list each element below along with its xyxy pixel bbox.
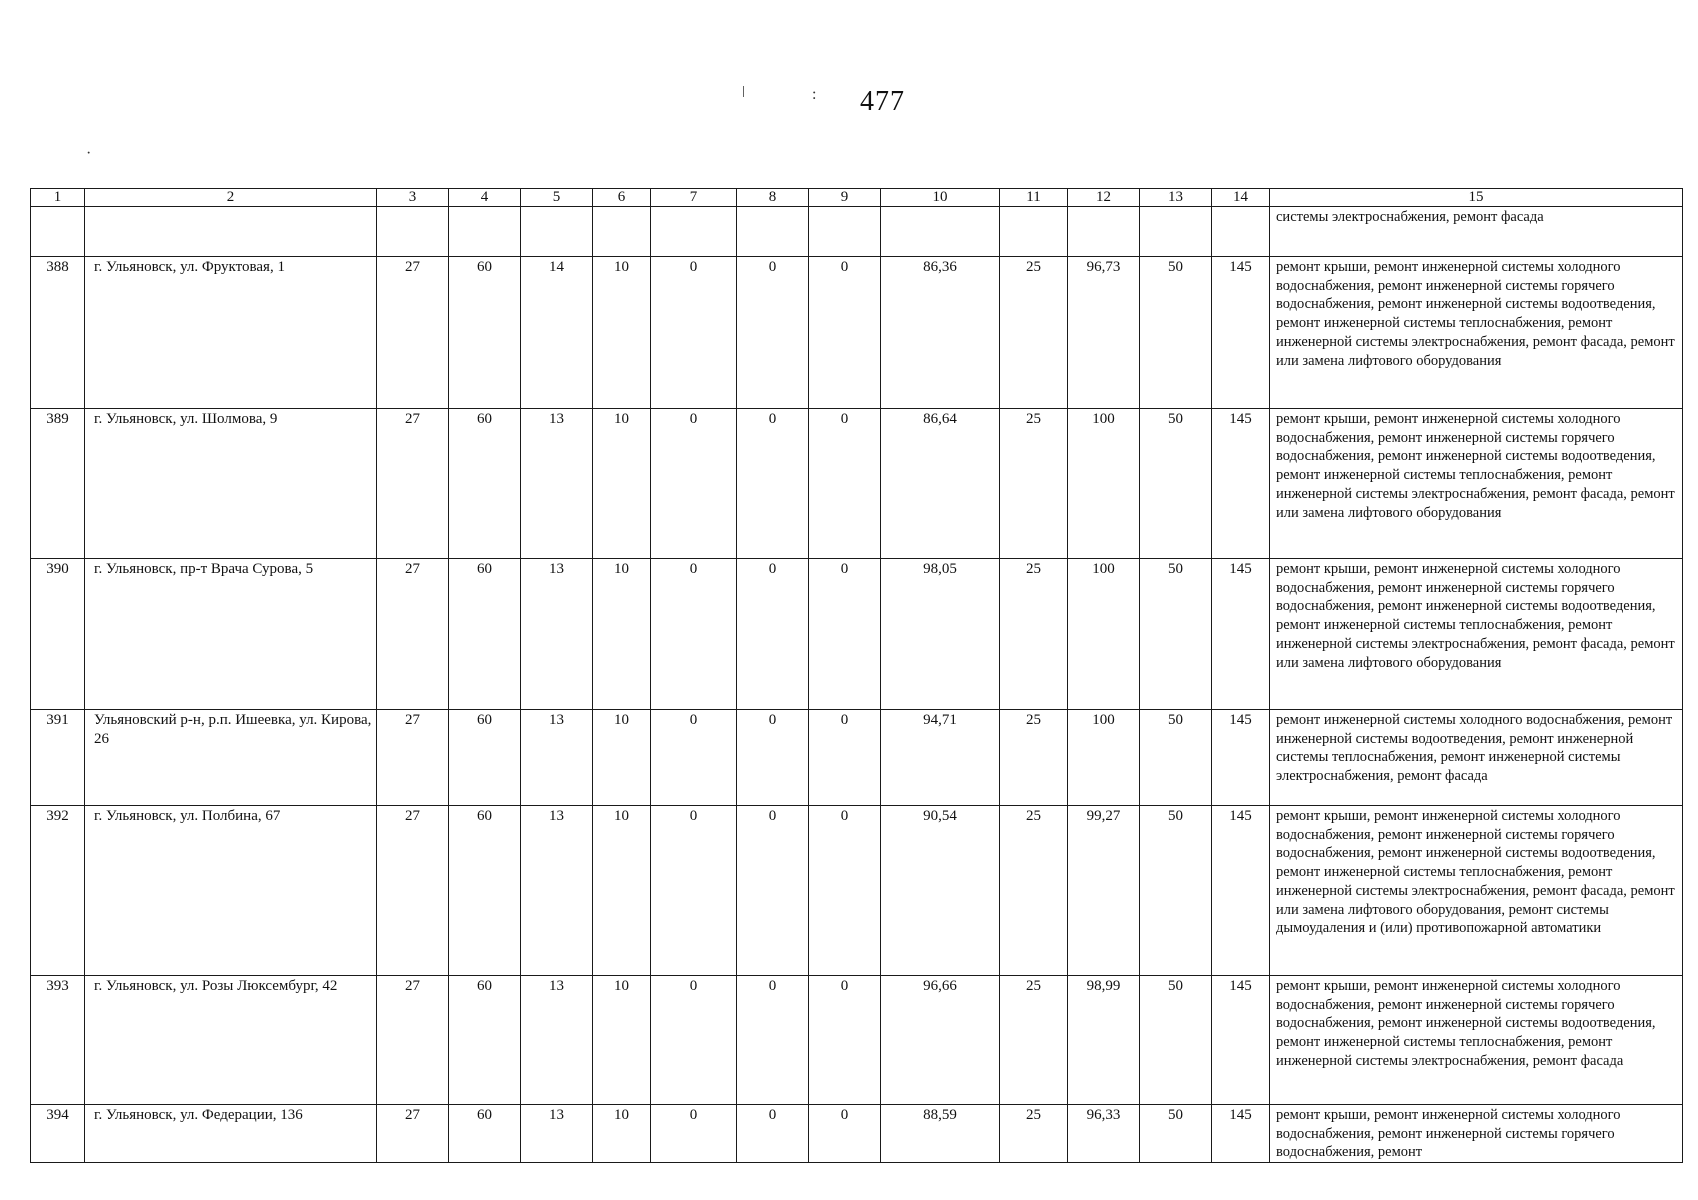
value-cell: 27 bbox=[377, 409, 449, 559]
value-cell: 0 bbox=[737, 559, 809, 710]
repair-program-table bbox=[30, 188, 1683, 1163]
table-cell bbox=[85, 207, 377, 257]
value-cell: 27 bbox=[377, 976, 449, 1105]
value-cell: 50 bbox=[1140, 976, 1212, 1105]
address-cell: г. Ульяновск, ул. Полбина, 67 bbox=[85, 806, 377, 976]
address-cell: Ульяновский р-н, р.п. Ишеевка, ул. Кирова, 26 bbox=[85, 710, 377, 806]
works-list-cell: ремонт крыши, ремонт инженерной системы холодного водоснабжения, ремонт инженерной системы горячего водоснабжения, ремонт инженерной системы водоотведения, ремонт инженерной системы теплоснабжения, ремонт инженерной системы электроснабжения, ремонт фасада bbox=[1270, 976, 1683, 1105]
value-cell: 0 bbox=[809, 976, 881, 1105]
column-header: 11 bbox=[1000, 189, 1068, 207]
table-cell bbox=[377, 207, 449, 257]
column-header: 12 bbox=[1068, 189, 1140, 207]
row-number-cell: 390 bbox=[31, 559, 85, 710]
value-cell: 10 bbox=[593, 1105, 651, 1163]
row-number-cell: 391 bbox=[31, 710, 85, 806]
value-cell: 145 bbox=[1212, 257, 1270, 409]
value-cell: 0 bbox=[651, 806, 737, 976]
value-cell: 60 bbox=[449, 559, 521, 710]
value-cell: 98,99 bbox=[1068, 976, 1140, 1105]
value-cell: 25 bbox=[1000, 710, 1068, 806]
table-cell bbox=[1068, 207, 1140, 257]
table-row bbox=[31, 976, 1683, 1105]
value-cell: 96,73 bbox=[1068, 257, 1140, 409]
row-number-cell: 394 bbox=[31, 1105, 85, 1163]
value-cell: 10 bbox=[593, 409, 651, 559]
address-cell: г. Ульяновск, ул. Федерации, 136 bbox=[85, 1105, 377, 1163]
address-cell: г. Ульяновск, пр-т Врача Сурова, 5 bbox=[85, 559, 377, 710]
value-cell: 60 bbox=[449, 409, 521, 559]
value-cell: 10 bbox=[593, 710, 651, 806]
repair-program-table-container bbox=[30, 188, 1675, 1163]
column-header-row bbox=[31, 189, 1683, 207]
table-cell bbox=[31, 207, 85, 257]
value-cell: 0 bbox=[809, 710, 881, 806]
value-cell: 13 bbox=[521, 710, 593, 806]
value-cell: 50 bbox=[1140, 710, 1212, 806]
value-cell: 13 bbox=[521, 976, 593, 1105]
value-cell: 99,27 bbox=[1068, 806, 1140, 976]
value-cell: 50 bbox=[1140, 409, 1212, 559]
value-cell: 0 bbox=[651, 710, 737, 806]
column-header: 10 bbox=[881, 189, 1000, 207]
value-cell: 96,66 bbox=[881, 976, 1000, 1105]
column-header: 1 bbox=[31, 189, 85, 207]
scan-mark: : bbox=[812, 86, 817, 103]
value-cell: 145 bbox=[1212, 559, 1270, 710]
value-cell: 145 bbox=[1212, 710, 1270, 806]
value-cell: 0 bbox=[809, 559, 881, 710]
works-list-cell: ремонт крыши, ремонт инженерной системы холодного водоснабжения, ремонт инженерной системы горячего водоснабжения, ремонт инженерной системы водоотведения, ремонт инженерной системы теплоснабжения, ремонт инженерной системы электроснабжения, ремонт фасада, ремонт или замена лифтового оборудования bbox=[1270, 257, 1683, 409]
value-cell: 13 bbox=[521, 1105, 593, 1163]
column-header: 8 bbox=[737, 189, 809, 207]
continuation-row bbox=[31, 207, 1683, 257]
value-cell: 94,71 bbox=[881, 710, 1000, 806]
value-cell: 145 bbox=[1212, 976, 1270, 1105]
column-header: 13 bbox=[1140, 189, 1212, 207]
value-cell: 0 bbox=[737, 1105, 809, 1163]
value-cell: 0 bbox=[737, 806, 809, 976]
table-row bbox=[31, 710, 1683, 806]
column-header: 5 bbox=[521, 189, 593, 207]
row-number-cell: 392 bbox=[31, 806, 85, 976]
value-cell: 145 bbox=[1212, 409, 1270, 559]
value-cell: 50 bbox=[1140, 559, 1212, 710]
value-cell: 13 bbox=[521, 559, 593, 710]
value-cell: 25 bbox=[1000, 559, 1068, 710]
value-cell: 25 bbox=[1000, 409, 1068, 559]
table-cell bbox=[1212, 207, 1270, 257]
value-cell: 100 bbox=[1068, 710, 1140, 806]
scan-mark: ǀ bbox=[742, 84, 746, 101]
value-cell: 90,54 bbox=[881, 806, 1000, 976]
works-list-cell: ремонт крыши, ремонт инженерной системы холодного водоснабжения, ремонт инженерной системы горячего водоснабжения, ремонт инженерной системы водоотведения, ремонт инженерной системы теплоснабжения, ремонт инженерной системы электроснабжения, ремонт фасада, ремонт или замена лифтового оборудования bbox=[1270, 559, 1683, 710]
works-list-cell: ремонт крыши, ремонт инженерной системы холодного водоснабжения, ремонт инженерной системы горячего водоснабжения, ремонт инженерной системы водоотведения, ремонт инженерной системы теплоснабжения, ремонт инженерной системы электроснабжения, ремонт фасада, ремонт или замена лифтового оборудования bbox=[1270, 409, 1683, 559]
value-cell: 60 bbox=[449, 1105, 521, 1163]
value-cell: 145 bbox=[1212, 806, 1270, 976]
table-cell bbox=[521, 207, 593, 257]
value-cell: 0 bbox=[809, 1105, 881, 1163]
column-header: 15 bbox=[1270, 189, 1683, 207]
table-cell bbox=[449, 207, 521, 257]
column-header: 3 bbox=[377, 189, 449, 207]
table-cell bbox=[593, 207, 651, 257]
value-cell: 98,05 bbox=[881, 559, 1000, 710]
column-header: 9 bbox=[809, 189, 881, 207]
value-cell: 100 bbox=[1068, 559, 1140, 710]
works-list-cell: ремонт инженерной системы холодного водоснабжения, ремонт инженерной системы водоотведения, ремонт инженерной системы теплоснабжения, ремонт инженерной системы электроснабжения, ремонт фасада bbox=[1270, 710, 1683, 806]
value-cell: 27 bbox=[377, 257, 449, 409]
value-cell: 10 bbox=[593, 257, 651, 409]
value-cell: 25 bbox=[1000, 1105, 1068, 1163]
value-cell: 50 bbox=[1140, 806, 1212, 976]
value-cell: 27 bbox=[377, 1105, 449, 1163]
value-cell: 10 bbox=[593, 559, 651, 710]
value-cell: 86,36 bbox=[881, 257, 1000, 409]
value-cell: 145 bbox=[1212, 1105, 1270, 1163]
value-cell: 60 bbox=[449, 257, 521, 409]
table-row bbox=[31, 409, 1683, 559]
value-cell: 50 bbox=[1140, 1105, 1212, 1163]
table-cell bbox=[881, 207, 1000, 257]
value-cell: 0 bbox=[737, 409, 809, 559]
value-cell: 13 bbox=[521, 806, 593, 976]
value-cell: 10 bbox=[593, 806, 651, 976]
table-cell bbox=[809, 207, 881, 257]
value-cell: 14 bbox=[521, 257, 593, 409]
works-list-cell: ремонт крыши, ремонт инженерной системы холодного водоснабжения, ремонт инженерной системы горячего водоснабжения, ремонт bbox=[1270, 1105, 1683, 1163]
value-cell: 0 bbox=[737, 976, 809, 1105]
value-cell: 10 bbox=[593, 976, 651, 1105]
column-header: 2 bbox=[85, 189, 377, 207]
table-row bbox=[31, 257, 1683, 409]
column-header: 4 bbox=[449, 189, 521, 207]
value-cell: 0 bbox=[651, 976, 737, 1105]
address-cell: г. Ульяновск, ул. Фруктовая, 1 bbox=[85, 257, 377, 409]
value-cell: 88,59 bbox=[881, 1105, 1000, 1163]
value-cell: 96,33 bbox=[1068, 1105, 1140, 1163]
works-list-cell: системы электроснабжения, ремонт фасада bbox=[1270, 207, 1683, 257]
table-row bbox=[31, 559, 1683, 710]
value-cell: 60 bbox=[449, 710, 521, 806]
value-cell: 0 bbox=[737, 257, 809, 409]
value-cell: 60 bbox=[449, 976, 521, 1105]
value-cell: 86,64 bbox=[881, 409, 1000, 559]
value-cell: 50 bbox=[1140, 257, 1212, 409]
value-cell: 0 bbox=[809, 806, 881, 976]
column-header: 7 bbox=[651, 189, 737, 207]
table-cell bbox=[1000, 207, 1068, 257]
works-list-cell: ремонт крыши, ремонт инженерной системы холодного водоснабжения, ремонт инженерной системы горячего водоснабжения, ремонт инженерной системы водоотведения, ремонт инженерной системы теплоснабжения, ремонт инженерной системы электроснабжения, ремонт фасада, ремонт или замена лифтового оборудования, ремонт системы дымоудаления и (или) противопожарной автоматики bbox=[1270, 806, 1683, 976]
value-cell: 25 bbox=[1000, 257, 1068, 409]
value-cell: 60 bbox=[449, 806, 521, 976]
row-number-cell: 393 bbox=[31, 976, 85, 1105]
row-number-cell: 389 bbox=[31, 409, 85, 559]
value-cell: 25 bbox=[1000, 806, 1068, 976]
table-row bbox=[31, 1105, 1683, 1163]
address-cell: г. Ульяновск, ул. Розы Люксембург, 42 bbox=[85, 976, 377, 1105]
table-cell bbox=[1140, 207, 1212, 257]
value-cell: 27 bbox=[377, 710, 449, 806]
page-number: 477 bbox=[860, 86, 905, 117]
value-cell: 27 bbox=[377, 559, 449, 710]
table-cell bbox=[737, 207, 809, 257]
value-cell: 0 bbox=[651, 257, 737, 409]
value-cell: 25 bbox=[1000, 976, 1068, 1105]
scan-mark: · bbox=[86, 145, 92, 162]
value-cell: 0 bbox=[651, 559, 737, 710]
table-cell bbox=[651, 207, 737, 257]
address-cell: г. Ульяновск, ул. Шолмова, 9 bbox=[85, 409, 377, 559]
row-number-cell: 388 bbox=[31, 257, 85, 409]
value-cell: 100 bbox=[1068, 409, 1140, 559]
table-row bbox=[31, 806, 1683, 976]
value-cell: 27 bbox=[377, 806, 449, 976]
column-header: 6 bbox=[593, 189, 651, 207]
value-cell: 13 bbox=[521, 409, 593, 559]
value-cell: 0 bbox=[737, 710, 809, 806]
column-header: 14 bbox=[1212, 189, 1270, 207]
value-cell: 0 bbox=[809, 257, 881, 409]
value-cell: 0 bbox=[809, 409, 881, 559]
value-cell: 0 bbox=[651, 409, 737, 559]
value-cell: 0 bbox=[651, 1105, 737, 1163]
